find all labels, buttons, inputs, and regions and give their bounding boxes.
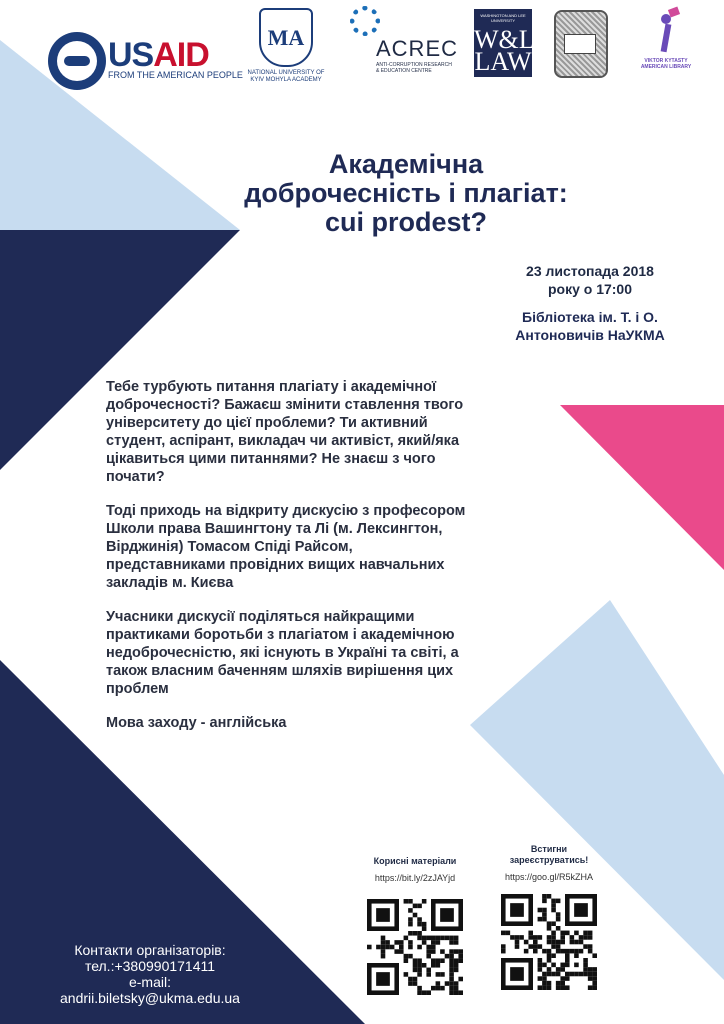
paragraph-2: Тоді приходь на відкриту дискусію з професором Школи права Вашингтону та Лі (м. Лексингтон, Вірджинія) Томасом Спіді Райсом, представниками провідних вищих навчальних закладів м. Києва: [106, 503, 466, 591]
gear-icon: [350, 6, 380, 36]
event-description: [106, 378, 476, 748]
naukma-crest-icon: МА: [259, 8, 313, 67]
naukma-logo: МА NATIONAL UNIVERSITY OF KYIV MOHYLA ACADEMY: [246, 8, 326, 84]
event-place: Бібліотека ім. Т. і О. Антоновичів НаУКМА: [515, 309, 665, 343]
organizer-contacts: Контакти організаторів: тел.:+380990171411 e-mail: andrii.biletsky@ukma.edu.ua: [30, 942, 270, 1006]
event-time: року о 17:00: [547, 281, 633, 297]
reader-figure-icon: [651, 8, 681, 58]
pink-right-triangle: [560, 405, 724, 570]
event-details: [490, 262, 690, 344]
paragraph-3: Учасники дискусії поділяться найкращими практиками боротьби з плагіатом і академічною недоброчесністю, які існують в Україні та світі, а також власним баченням шляхів вирішення цих проблем: [106, 609, 459, 697]
phone-number: тел.:+380990171411: [84, 958, 216, 974]
materials-link[interactable]: https://bit.ly/2zJAYjd: [374, 873, 456, 883]
paragraph-4: Мова заходу - англійська: [106, 715, 287, 731]
partner-logos: USAID FROM THE AMERICAN PEOPLE МА NATIONAL UNIVERSITY OF KYIV MOHYLA ACADEMY ACREC ANTI-CORRUPTION RESEARCH & EDUCATION CENTRE WASHINGTON AND LEE UNIVERSITY W&L LAW SCHOOL OF LAW VIKTOR KYTASTY AMERICAN LIBRARY: [0, 0, 724, 90]
usaid-tagline: FROM THE AMERICAN PEOPLE: [108, 70, 243, 80]
email-link[interactable]: andrii.biletsky@ukma.edu.ua: [60, 990, 240, 1006]
kytasty-library-logo: VIKTOR KYTASTY AMERICAN LIBRARY: [636, 8, 696, 70]
qr-materials: Корисні матеріали https://bit.ly/2zJAYjd: [360, 856, 470, 995]
usaid-wordmark: USAID: [108, 36, 209, 74]
paragraph-1: Тебе турбують питання плагіату і академічної доброчесності? Бажаєш змінити ставлення твого університету до цієї проблеми? Ти активний студент, аспірант, викладач чи активіст, який/яка цікавиться цими питаннями? Не знаєш з чого почати?: [106, 379, 464, 485]
qr-registration: Встигни зареєструватись! https://goo.gl/R5kZHA: [494, 844, 604, 990]
poster-title: Академічна доброчесність і плагіат: cui prodest?: [244, 149, 568, 237]
library-seal-icon: [554, 10, 608, 78]
registration-link[interactable]: https://goo.gl/R5kZHA: [504, 872, 594, 882]
wl-law-logo: WASHINGTON AND LEE UNIVERSITY W&L LAW SCHOOL OF LAW: [474, 9, 532, 77]
qr-code-icon[interactable]: [501, 894, 597, 990]
event-date: 23 листопада 2018: [526, 263, 654, 279]
qr-code-icon[interactable]: [367, 899, 463, 995]
usaid-seal-icon: [48, 32, 106, 90]
